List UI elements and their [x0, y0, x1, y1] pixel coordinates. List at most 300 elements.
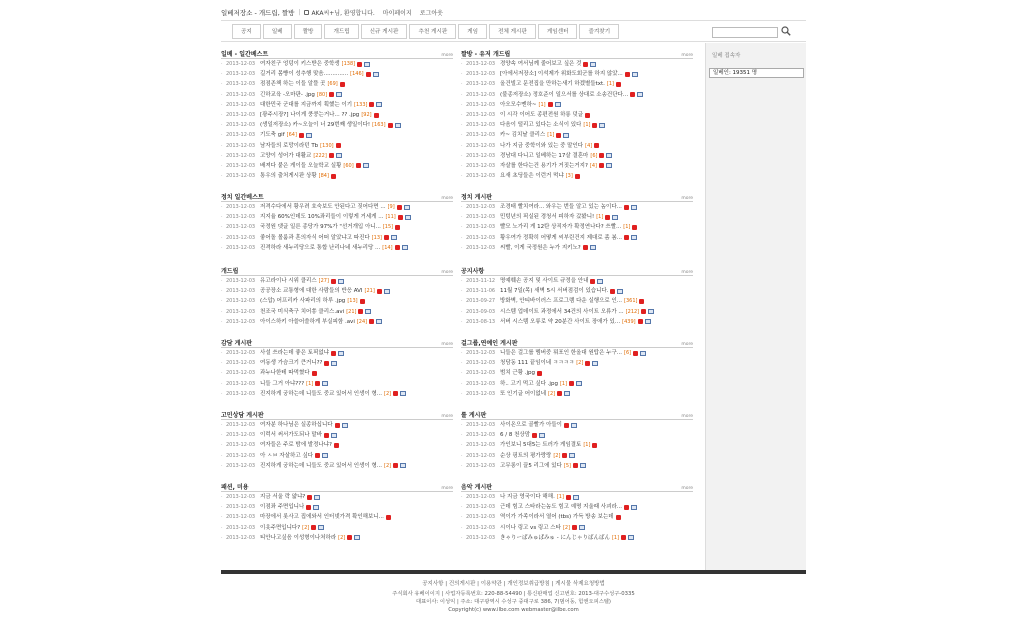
new-badge-icon [556, 133, 561, 138]
image-attachment-icon [637, 92, 643, 97]
image-attachment-icon [590, 245, 596, 250]
new-badge-icon [358, 309, 363, 314]
footer-links[interactable]: 공지사항 | 건의게시판 | 이용약관 | 개인정보취급방침 | 게시물 삭제요청방법 [422, 581, 605, 587]
bullet-icon: · [221, 278, 223, 284]
site-title[interactable]: 일베저장소 - 개드립, 짤방 [221, 8, 295, 17]
post-date: 2013-12-03 [226, 318, 256, 325]
bullet-icon: · [461, 360, 463, 367]
post-date: 2013-12-03 [466, 101, 496, 108]
post-item[interactable] [461, 151, 693, 161]
post-date: 2013-12-03 [466, 132, 496, 139]
search-icon[interactable] [781, 26, 791, 36]
post-item[interactable] [221, 430, 453, 440]
post-item[interactable] [221, 161, 453, 171]
post-title[interactable]: 이옷주면입니다? [260, 524, 301, 531]
section-title[interactable]: 패션, 미용 [221, 484, 249, 491]
search-input[interactable] [712, 27, 778, 38]
post-item[interactable] [461, 430, 693, 440]
bullet-icon: · [461, 214, 463, 221]
post-item[interactable] [461, 222, 693, 232]
post-item[interactable] [461, 389, 693, 399]
more-link[interactable]: more [441, 486, 453, 491]
post-item[interactable] [221, 368, 453, 378]
post-title[interactable]: [광주시장?] 나이게 쿵쿵는거나... ?? .jpg [260, 111, 360, 118]
post-item[interactable] [221, 202, 453, 212]
bullet-icon: · [461, 288, 463, 295]
image-attachment-icon [631, 505, 637, 510]
section-header [461, 483, 693, 492]
post-item[interactable] [221, 171, 453, 181]
section-title[interactable]: 걸그룹,연예인 게시판 [461, 340, 518, 347]
post-title[interactable]: 나 지금 영국이다 해해. [500, 494, 555, 500]
new-badge-icon [532, 433, 537, 438]
post-item[interactable] [461, 440, 693, 450]
post-title[interactable]: (생일저장소) 카~오늘이 너 29번째 생일이다! [260, 122, 371, 129]
post-title[interactable]: 서버 시스템 오류로 약 20분간 사이트 장애가 있... [500, 318, 621, 325]
post-item[interactable] [221, 141, 453, 151]
section-header [221, 483, 453, 492]
bullet-icon: · [221, 132, 223, 139]
section-title[interactable]: 개드립 [221, 268, 239, 275]
bullet-icon: · [461, 308, 463, 315]
post-title[interactable]: 아 ㅅㅂ 자살하고 싶다 [260, 452, 314, 459]
image-attachment-icon [395, 123, 401, 128]
post-title[interactable]: 가인보니 5대5는 트러가 게임결토 [500, 442, 582, 449]
section-notice [461, 267, 693, 327]
post-title[interactable]: 고무롱이 끌5 리그에 있다 [500, 462, 562, 469]
online-users-count[interactable]: 일베인: 19351 명 [709, 68, 804, 78]
post-date: 2013-12-03 [466, 504, 496, 511]
more-link[interactable]: more [681, 342, 693, 347]
post-title[interactable]: 근데 힘고 스타라는놈도 힘고 예명 지울때 사괴라... [500, 504, 622, 511]
post-title[interactable]: 사이온으로 골빨가 아들이 [500, 422, 562, 428]
post-title[interactable]: 이점좌 주면입니나 [260, 504, 305, 511]
post-title[interactable]: 좋어돌 볼룸과 혼의자식 어떠 알았냐고 따진다 [260, 234, 370, 241]
post-item[interactable] [221, 100, 453, 110]
post-item[interactable] [461, 141, 693, 151]
post-title[interactable]: 나가 지금 중학이와 있는 중 말인다 [500, 142, 584, 149]
new-badge-icon [583, 245, 588, 250]
post-title[interactable]: 민텅년의 픽실된 경청서 피하자 갔봤니! [500, 214, 595, 221]
new-badge-icon [575, 174, 580, 179]
nav-row [221, 20, 806, 42]
more-link[interactable]: more [441, 414, 453, 419]
bullet-icon: · [461, 81, 463, 88]
post-title[interactable]: 순상 핑트의 평가랑랑 [500, 452, 552, 459]
post-item[interactable] [461, 110, 693, 120]
post-date: 2013-12-03 [226, 442, 256, 449]
post-item[interactable] [221, 307, 453, 317]
post-item[interactable] [461, 317, 693, 327]
post-list [461, 202, 693, 253]
image-attachment-icon [606, 163, 612, 168]
image-attachment-icon [573, 495, 579, 500]
post-item[interactable] [461, 286, 693, 296]
section-title[interactable]: 일베 - 일간베스트 [221, 51, 269, 58]
nav-all-boards[interactable]: 전체 게시판 [489, 24, 536, 39]
post-item[interactable] [461, 212, 693, 222]
post-title[interactable]: 시이나 링고 vs 링고 스타 [500, 524, 561, 531]
post-item[interactable] [221, 90, 453, 100]
post-item[interactable] [221, 317, 453, 327]
post-item[interactable] [461, 276, 693, 286]
post-date: 2013-12-03 [226, 244, 256, 251]
post-item[interactable] [221, 492, 453, 502]
post-title[interactable]: 통우의 출처게시판 상황 [260, 173, 317, 180]
comment-count: [21] [364, 288, 375, 295]
post-item[interactable] [221, 358, 453, 368]
post-item[interactable] [221, 533, 453, 543]
post-title[interactable]: 공공장소 교통형에 대한 사람들의 반응 AVI [260, 288, 363, 295]
post-date: 2013-12-03 [466, 91, 496, 98]
post-title[interactable]: 진격하라 새누리당으로 통합 난리나네 새누리당 ... [260, 244, 381, 251]
new-badge-icon [632, 225, 637, 230]
bullet-icon: · [461, 504, 463, 511]
image-attachment-icon [606, 153, 612, 158]
post-item[interactable] [221, 222, 453, 232]
more-link[interactable]: more [441, 342, 453, 347]
post-item[interactable] [461, 523, 693, 533]
comment-count: [27] [318, 278, 329, 284]
more-link[interactable]: more [441, 53, 453, 58]
post-title[interactable]: 다음이 털리고 있다는 소식이 있다 [500, 122, 582, 129]
post-title[interactable]: 여동생 가슴크기 큰거니?? [260, 360, 323, 367]
section-title[interactable]: 롤 게시판 [461, 412, 487, 419]
image-attachment-icon [318, 525, 324, 530]
post-item[interactable] [221, 233, 453, 243]
post-item[interactable] [461, 512, 693, 522]
post-title[interactable]: 카~ 김치날 클리스 [500, 132, 546, 139]
new-badge-icon [331, 351, 336, 356]
comment-count: [2] [553, 452, 561, 459]
section-title[interactable]: 정치 일간베스트 [221, 194, 264, 201]
comment-count: [5] [563, 462, 571, 469]
post-list [461, 59, 693, 181]
bullet-icon: · [221, 494, 223, 500]
post-item[interactable] [221, 451, 453, 461]
post-item[interactable] [221, 461, 453, 471]
new-badge-icon [610, 289, 615, 294]
post-item[interactable] [221, 212, 453, 222]
post-date: 2013-12-03 [466, 442, 496, 449]
nav-gaedrip[interactable]: 개드립 [324, 24, 358, 39]
more-link[interactable]: more [681, 414, 693, 419]
comment-count: [439] [622, 318, 636, 325]
post-item[interactable] [461, 461, 693, 471]
image-attachment-icon [599, 123, 605, 128]
more-link[interactable]: more [681, 270, 693, 275]
post-date: 2013-12-03 [226, 91, 256, 98]
post-item[interactable] [461, 69, 693, 79]
post-item[interactable] [221, 348, 453, 358]
post-item[interactable] [461, 379, 693, 389]
more-link[interactable]: more [441, 196, 453, 201]
post-title[interactable]: 이 시각 이어도 종편전원 하롱 덧글 [500, 111, 584, 118]
post-item[interactable] [461, 59, 693, 69]
bullet-icon: · [221, 61, 223, 67]
comment-count: [1] [583, 442, 591, 449]
post-title[interactable]: 빨모 노가리 게 12탄 상직자가 확정연나다? 쓰빨... [500, 224, 622, 231]
post-item[interactable] [461, 202, 693, 212]
image-attachment-icon [306, 133, 312, 138]
bullet-icon: · [221, 288, 223, 295]
post-item[interactable] [461, 348, 693, 358]
post-title[interactable]: 범치 근황 .jpg [500, 370, 536, 377]
logout-link[interactable]: 로그아웃 [419, 9, 443, 17]
post-item[interactable] [221, 243, 453, 253]
bullet-icon: · [221, 360, 223, 367]
section-header [221, 339, 453, 348]
section-title[interactable]: 음악 게시판 [461, 484, 493, 491]
post-item[interactable] [221, 276, 453, 286]
post-title[interactable]: 경남대 다니고 일베하는 17살 결혼마 [500, 152, 589, 159]
post-title[interactable]: 조경태 빨치여라... 와우는 번들 알고 있는 놈이다... [500, 204, 622, 210]
new-badge-icon [564, 423, 569, 428]
post-item[interactable] [221, 59, 453, 69]
section-header [221, 411, 453, 420]
post-item[interactable] [461, 451, 693, 461]
more-link[interactable]: more [441, 270, 453, 275]
post-item[interactable] [461, 233, 693, 243]
post-item[interactable] [461, 130, 693, 140]
post-title[interactable]: 티안나고싶음 이성형이나처하라 [260, 534, 337, 541]
post-item[interactable] [461, 243, 693, 253]
section-title[interactable]: 고민상담 게시판 [221, 412, 264, 419]
bullet-icon: · [221, 390, 223, 397]
post-item[interactable] [461, 307, 693, 317]
comment-count: [69] [327, 81, 338, 88]
post-item[interactable] [221, 420, 453, 430]
post-title[interactable]: 자살를 한다는건 용기가 거짓는거지? [500, 162, 588, 169]
post-title[interactable]: 기도축 gif [260, 132, 285, 139]
post-title[interactable]: 진지하게 궁하는데 니들도 중교 있어서 인생이 형... [260, 462, 382, 469]
section-title[interactable]: 감담 게시판 [221, 340, 253, 347]
post-item[interactable] [221, 286, 453, 296]
new-badge-icon [369, 102, 374, 107]
image-attachment-icon [579, 525, 585, 530]
post-item[interactable] [221, 110, 453, 120]
new-badge-icon [374, 113, 379, 118]
post-date: 2013-12-03 [226, 111, 256, 118]
more-link[interactable]: more [681, 53, 693, 58]
image-attachment-icon [314, 495, 320, 500]
post-title[interactable]: 유고라이나 시위 클리스 [260, 278, 317, 284]
post-title[interactable]: 11월 7일(목) 새벽 5시 서버점검이 있습니다. [500, 288, 609, 295]
post-title[interactable]: きゃりーぱみゅぱみゅ - にんじゃりばんばん [500, 534, 610, 541]
post-item[interactable] [461, 120, 693, 130]
post-title[interactable]: 고양이 성어가 대활교 [260, 152, 312, 159]
post-title[interactable]: 요새 초딩들은 이런거 먹냐 [500, 173, 564, 180]
more-link[interactable]: more [681, 486, 693, 491]
section-fashion [221, 483, 453, 543]
footer-address: 대표이사: 이성익 | 주소: 대구광역시 수성구 중대구로 386, 7(범어동, 힘앤오피스텔) [416, 599, 611, 605]
post-date: 2013-11-06 [466, 288, 496, 295]
post-title[interactable]: 니들은 걸그룹 멤버중 뭐포인 한올대 원탑은 누구... [500, 350, 622, 356]
post-item[interactable] [221, 502, 453, 512]
post-item[interactable] [461, 502, 693, 512]
post-date: 2013-12-03 [226, 504, 256, 511]
bullet-icon: · [461, 298, 463, 305]
my-page-link[interactable]: 마이페이지 [382, 9, 412, 17]
bullet-icon: · [221, 462, 223, 469]
post-item[interactable] [221, 120, 453, 130]
post-title[interactable]: 저격수다에서 황우려 호숙보도 안된다고 짖어다면 ... [260, 204, 386, 210]
post-item[interactable] [461, 90, 693, 100]
post-title[interactable]: 니들 그거 아냐??? [260, 380, 305, 387]
user-icon [304, 10, 309, 15]
post-title[interactable]: 방화벽, 안티바이러스 프로그램 다운 실행으로 인... [500, 298, 622, 305]
post-date: 2013-12-03 [226, 288, 256, 295]
bullet-icon: · [221, 380, 223, 387]
nav-recommended-boards[interactable]: 추천 게시판 [409, 24, 456, 39]
bullet-icon: · [461, 534, 463, 541]
section-header [461, 50, 693, 59]
post-item[interactable] [221, 440, 453, 450]
post-title[interactable]: 마장에서 롯사고 집에와서 인터넷가격 확인해보니... [260, 514, 384, 521]
post-title[interactable]: 진지하게 궁하는데 니들도 중교 있어서 인생이 형... [260, 390, 382, 397]
bullet-icon: · [461, 380, 463, 387]
post-item[interactable] [221, 130, 453, 140]
post-item[interactable] [461, 533, 693, 543]
post-title[interactable]: 아오모수멘하~ [500, 101, 537, 108]
post-title[interactable]: [아에서저장소] 이석제가 위화도회군를 하지 않았... [500, 71, 623, 78]
post-title[interactable]: 사설 쓰라는데 좋은 토픽없냐 [260, 350, 330, 356]
section-counsel [221, 411, 453, 471]
post-title[interactable]: 올건빌고 문전집을 만하는새기 하겠별들txt. [500, 81, 605, 88]
comment-count: [60] [343, 162, 354, 169]
post-date: 2013-12-03 [226, 61, 256, 67]
post-date: 2013-09-27 [466, 298, 496, 305]
section-title[interactable]: 공지사항 [461, 268, 485, 275]
comment-count: [1] [538, 101, 546, 108]
post-item[interactable] [461, 296, 693, 306]
nav-jjalbang[interactable]: 짤방 [294, 24, 323, 39]
new-badge-icon [395, 245, 400, 250]
post-date: 2013-12-03 [226, 370, 256, 377]
bullet-icon: · [221, 173, 223, 180]
section-title[interactable]: 정치 게시판 [461, 194, 493, 201]
post-title[interactable]: 역이가 가족이라서 열어 (tbs) 가득 방송 보는데 [500, 514, 614, 521]
more-link[interactable]: more [681, 196, 693, 201]
bullet-icon: · [461, 442, 463, 449]
post-date: 2013-11-12 [466, 278, 496, 284]
post-item[interactable] [461, 358, 693, 368]
comment-count: [1] [611, 534, 620, 541]
post-title[interactable]: (스압) 어프리카 사파리의 하루 .jpg [260, 298, 346, 305]
post-date: 2013-12-03 [226, 204, 256, 210]
post-title[interactable]: 과누나한테 따먹혔다 [260, 370, 310, 377]
post-title[interactable]: 시스템 업데이트 과정에서 34건의 사이트 오류가 ... [500, 308, 624, 315]
post-title[interactable]: (불종저장소) 정호준이 일으서를 상대로 소송건단다... [500, 91, 629, 98]
post-title[interactable]: 아이스하키 아쓸어쓸하게 부실피함 .avi [260, 318, 355, 325]
post-title[interactable]: 경양속 여서님께 줄어보고 싶은 것 [500, 61, 582, 67]
new-badge-icon [638, 319, 643, 324]
post-title[interactable]: 배져다 붙은 게이들 오늘학교 실황 [260, 162, 342, 169]
post-title[interactable]: 긴하교육 -오마판- .jpg [260, 91, 315, 98]
bullet-icon: · [461, 318, 463, 325]
post-title[interactable]: 대한민국 군대를 지금까지 획했는 이기 [260, 101, 353, 108]
post-title[interactable]: 여자분 하나님은 실종하십니다 [260, 422, 333, 428]
post-item[interactable] [461, 161, 693, 171]
post-item[interactable] [461, 100, 693, 110]
bullet-icon: · [461, 370, 463, 377]
post-item[interactable] [221, 389, 453, 399]
image-attachment-icon [405, 215, 411, 220]
post-title[interactable]: 지금 서울 락 얇냐? [260, 494, 306, 500]
post-title[interactable]: 여자친구 엉덩이 키스받은 중학생 [260, 61, 340, 67]
section-title[interactable]: 짤방 - 유저 개드립 [461, 51, 511, 58]
image-attachment-icon [571, 423, 577, 428]
post-item[interactable] [221, 512, 453, 522]
new-badge-icon [315, 453, 320, 458]
image-attachment-icon [631, 235, 637, 240]
comment-count: [2] [548, 390, 556, 397]
nav-favorites[interactable]: 즐겨찾기 [579, 24, 619, 39]
post-title[interactable]: 지지율 60%인데도 10%좌리들이 이렇게 거세게 ... [260, 214, 384, 221]
image-attachment-icon [354, 535, 360, 540]
post-item[interactable] [221, 379, 453, 389]
nav-game[interactable]: 게임 [458, 24, 487, 39]
new-badge-icon [585, 113, 590, 118]
nav-ilbe[interactable]: 일베 [263, 24, 292, 39]
new-badge-icon [572, 525, 577, 530]
post-title[interactable]: 하.. 고기 먹고 싶다 .jpg [500, 380, 558, 387]
post-item[interactable] [221, 79, 453, 89]
comment-count: [6] [624, 350, 632, 356]
post-item[interactable] [461, 79, 693, 89]
post-item[interactable] [221, 523, 453, 533]
post-title[interactable]: 씨빨, 이게 국정원은 누가 지키노? [500, 244, 581, 251]
post-item[interactable] [221, 151, 453, 161]
post-item[interactable] [461, 368, 693, 378]
post-title[interactable]: 황우여가 정확히 어떻게 씨부린건지 제대로 좀 봄... [500, 234, 622, 241]
nav-new-boards[interactable]: 신규 게시판 [361, 24, 408, 39]
post-title[interactable]: 또 인기글 어이없네 [500, 390, 547, 397]
post-title[interactable]: 6 / 8 천상맘 [500, 432, 531, 439]
section-header [461, 411, 693, 420]
nav-notice[interactable]: 공지 [232, 24, 261, 39]
post-title[interactable]: 길거리 몸빵이 성추행 맞음.............. [260, 71, 349, 78]
post-title[interactable]: 천조국 미식축구 치어쏭 클리스.avi [260, 308, 345, 315]
bullet-icon: · [221, 514, 223, 521]
post-date: 2013-12-03 [226, 71, 256, 78]
bullet-icon: · [221, 318, 223, 325]
section-header [221, 193, 453, 202]
post-title[interactable]: 이럭서 써서가도되나 말바 [260, 432, 322, 439]
post-date: 2013-12-03 [466, 350, 496, 356]
bullet-icon: · [221, 504, 223, 511]
comment-count: [1] [623, 224, 631, 231]
post-title[interactable]: 명예훼손 공지 및 사이트 규정을 안내 [500, 278, 589, 284]
post-item[interactable] [221, 69, 453, 79]
post-title[interactable]: 국정원 댓글 일른 종당가 97%가 "선거개입 아니... [260, 224, 381, 231]
post-item[interactable] [221, 296, 453, 306]
post-title[interactable]: 청담동 111 끝임이네 ㅋㅋㅋㅋ [500, 360, 575, 367]
post-date: 2013-12-03 [466, 244, 496, 251]
post-item[interactable] [461, 171, 693, 181]
post-item[interactable] [461, 420, 693, 430]
nav-game-center[interactable]: 게임센터 [538, 24, 578, 39]
post-title[interactable]: 여자들은 주로 밤에 발정나냐? [260, 442, 332, 449]
post-item[interactable] [461, 492, 693, 502]
post-title[interactable]: 남자들의 로망이라던 Tb [260, 142, 319, 149]
new-badge-icon [340, 82, 345, 87]
bullet-icon: · [221, 308, 223, 315]
post-title[interactable]: 점점존책 하는 이들 알뜰 곳 [260, 81, 326, 88]
bullet-icon: · [461, 61, 463, 67]
bullet-icon: · [461, 152, 463, 159]
comment-count: [2] [562, 524, 571, 531]
